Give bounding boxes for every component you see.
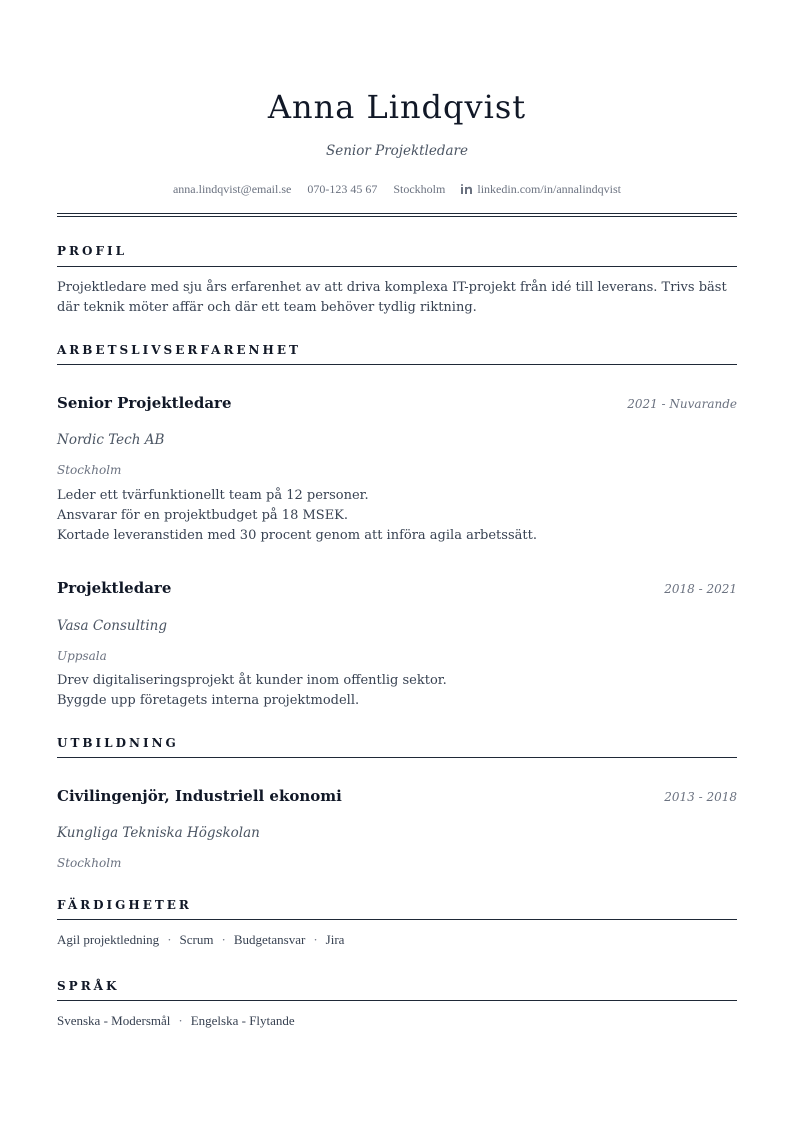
- section-rule-profile: [57, 266, 737, 267]
- job-achievement: Byggde upp företagets interna projektmodell.: [57, 693, 360, 708]
- linkedin-icon: [461, 184, 472, 194]
- section-heading-experience: ARBETSLIVSERFARENHET: [57, 343, 301, 357]
- job-achievement: Drev digitaliseringsprojekt åt kunder inom offentlig sektor.: [57, 673, 447, 688]
- section-heading-skills: FÄRDIGHETER: [57, 898, 192, 912]
- header-divider: [57, 213, 737, 217]
- separator-dot: ·: [313, 932, 318, 947]
- job-company: Nordic Tech AB: [57, 432, 165, 448]
- job-company: Vasa Consulting: [57, 618, 167, 634]
- phone-number: 070-123 45 67: [307, 182, 378, 196]
- job-achievement: Ansvarar för en projektbudget på 18 MSEK.: [57, 508, 349, 523]
- profile-summary: Projektledare med sju års erfarenhet av att driva komplexa IT-projekt från idé till leverans. Trivs bäst där teknik möter affär och där ett team behöver tydlig riktning.: [57, 280, 727, 315]
- skill-item: Agil projektledning: [57, 932, 160, 947]
- email-link[interactable]: anna.lindqvist@email.se: [172, 182, 292, 196]
- education-school: Kungliga Tekniska Högskolan: [57, 825, 260, 841]
- job-achievement: Kortade leveranstiden med 30 procent genom att införa agila arbetssätt.: [57, 528, 537, 543]
- job-title: Senior Projektledare: [57, 394, 232, 412]
- job-title: Projektledare: [57, 579, 172, 597]
- skill-item: Scrum: [179, 932, 214, 947]
- education-dates: 2013 - 2018: [664, 790, 737, 804]
- section-rule-languages: [57, 1000, 737, 1001]
- job-location: Stockholm: [57, 463, 122, 477]
- job-dates: 2021 - Nuvarande: [627, 397, 737, 411]
- job-location: Uppsala: [57, 649, 107, 663]
- separator-dot: ·: [178, 1013, 183, 1028]
- job-description: [57, 486, 737, 546]
- job-achievement: Leder ett tvärfunktionellt team på 12 personer.: [57, 488, 369, 503]
- skill-item: Budgetansvar: [233, 932, 306, 947]
- candidate-title: Senior Projektledare: [325, 143, 468, 159]
- linkedin-url: linkedin.com/in/annalindqvist: [477, 182, 622, 196]
- job-dates: 2018 - 2021: [664, 582, 737, 596]
- linkedin-link[interactable]: [461, 180, 621, 198]
- contact-info: [57, 180, 737, 198]
- section-heading-education: UTBILDNING: [57, 736, 179, 750]
- section-rule-education: [57, 757, 737, 758]
- skill-item: Jira: [325, 932, 345, 947]
- candidate-name: Anna Lindqvist: [267, 88, 527, 126]
- section-heading-profile: PROFIL: [57, 244, 128, 258]
- section-heading-languages: SPRÅK: [57, 979, 120, 993]
- language-item: Svenska - Modersmål: [57, 1013, 171, 1028]
- languages-list: [57, 1011, 737, 1031]
- section-rule-experience: [57, 364, 737, 365]
- section-rule-skills: [57, 919, 737, 920]
- city: Stockholm: [393, 182, 446, 196]
- separator-dot: ·: [221, 932, 226, 947]
- education-location: Stockholm: [57, 856, 122, 870]
- job-description: [57, 671, 737, 711]
- education-degree: Civilingenjör, Industriell ekonomi: [57, 787, 342, 805]
- language-item: Engelska - Flytande: [190, 1013, 295, 1028]
- separator-dot: ·: [167, 932, 172, 947]
- skills-list: [57, 930, 737, 950]
